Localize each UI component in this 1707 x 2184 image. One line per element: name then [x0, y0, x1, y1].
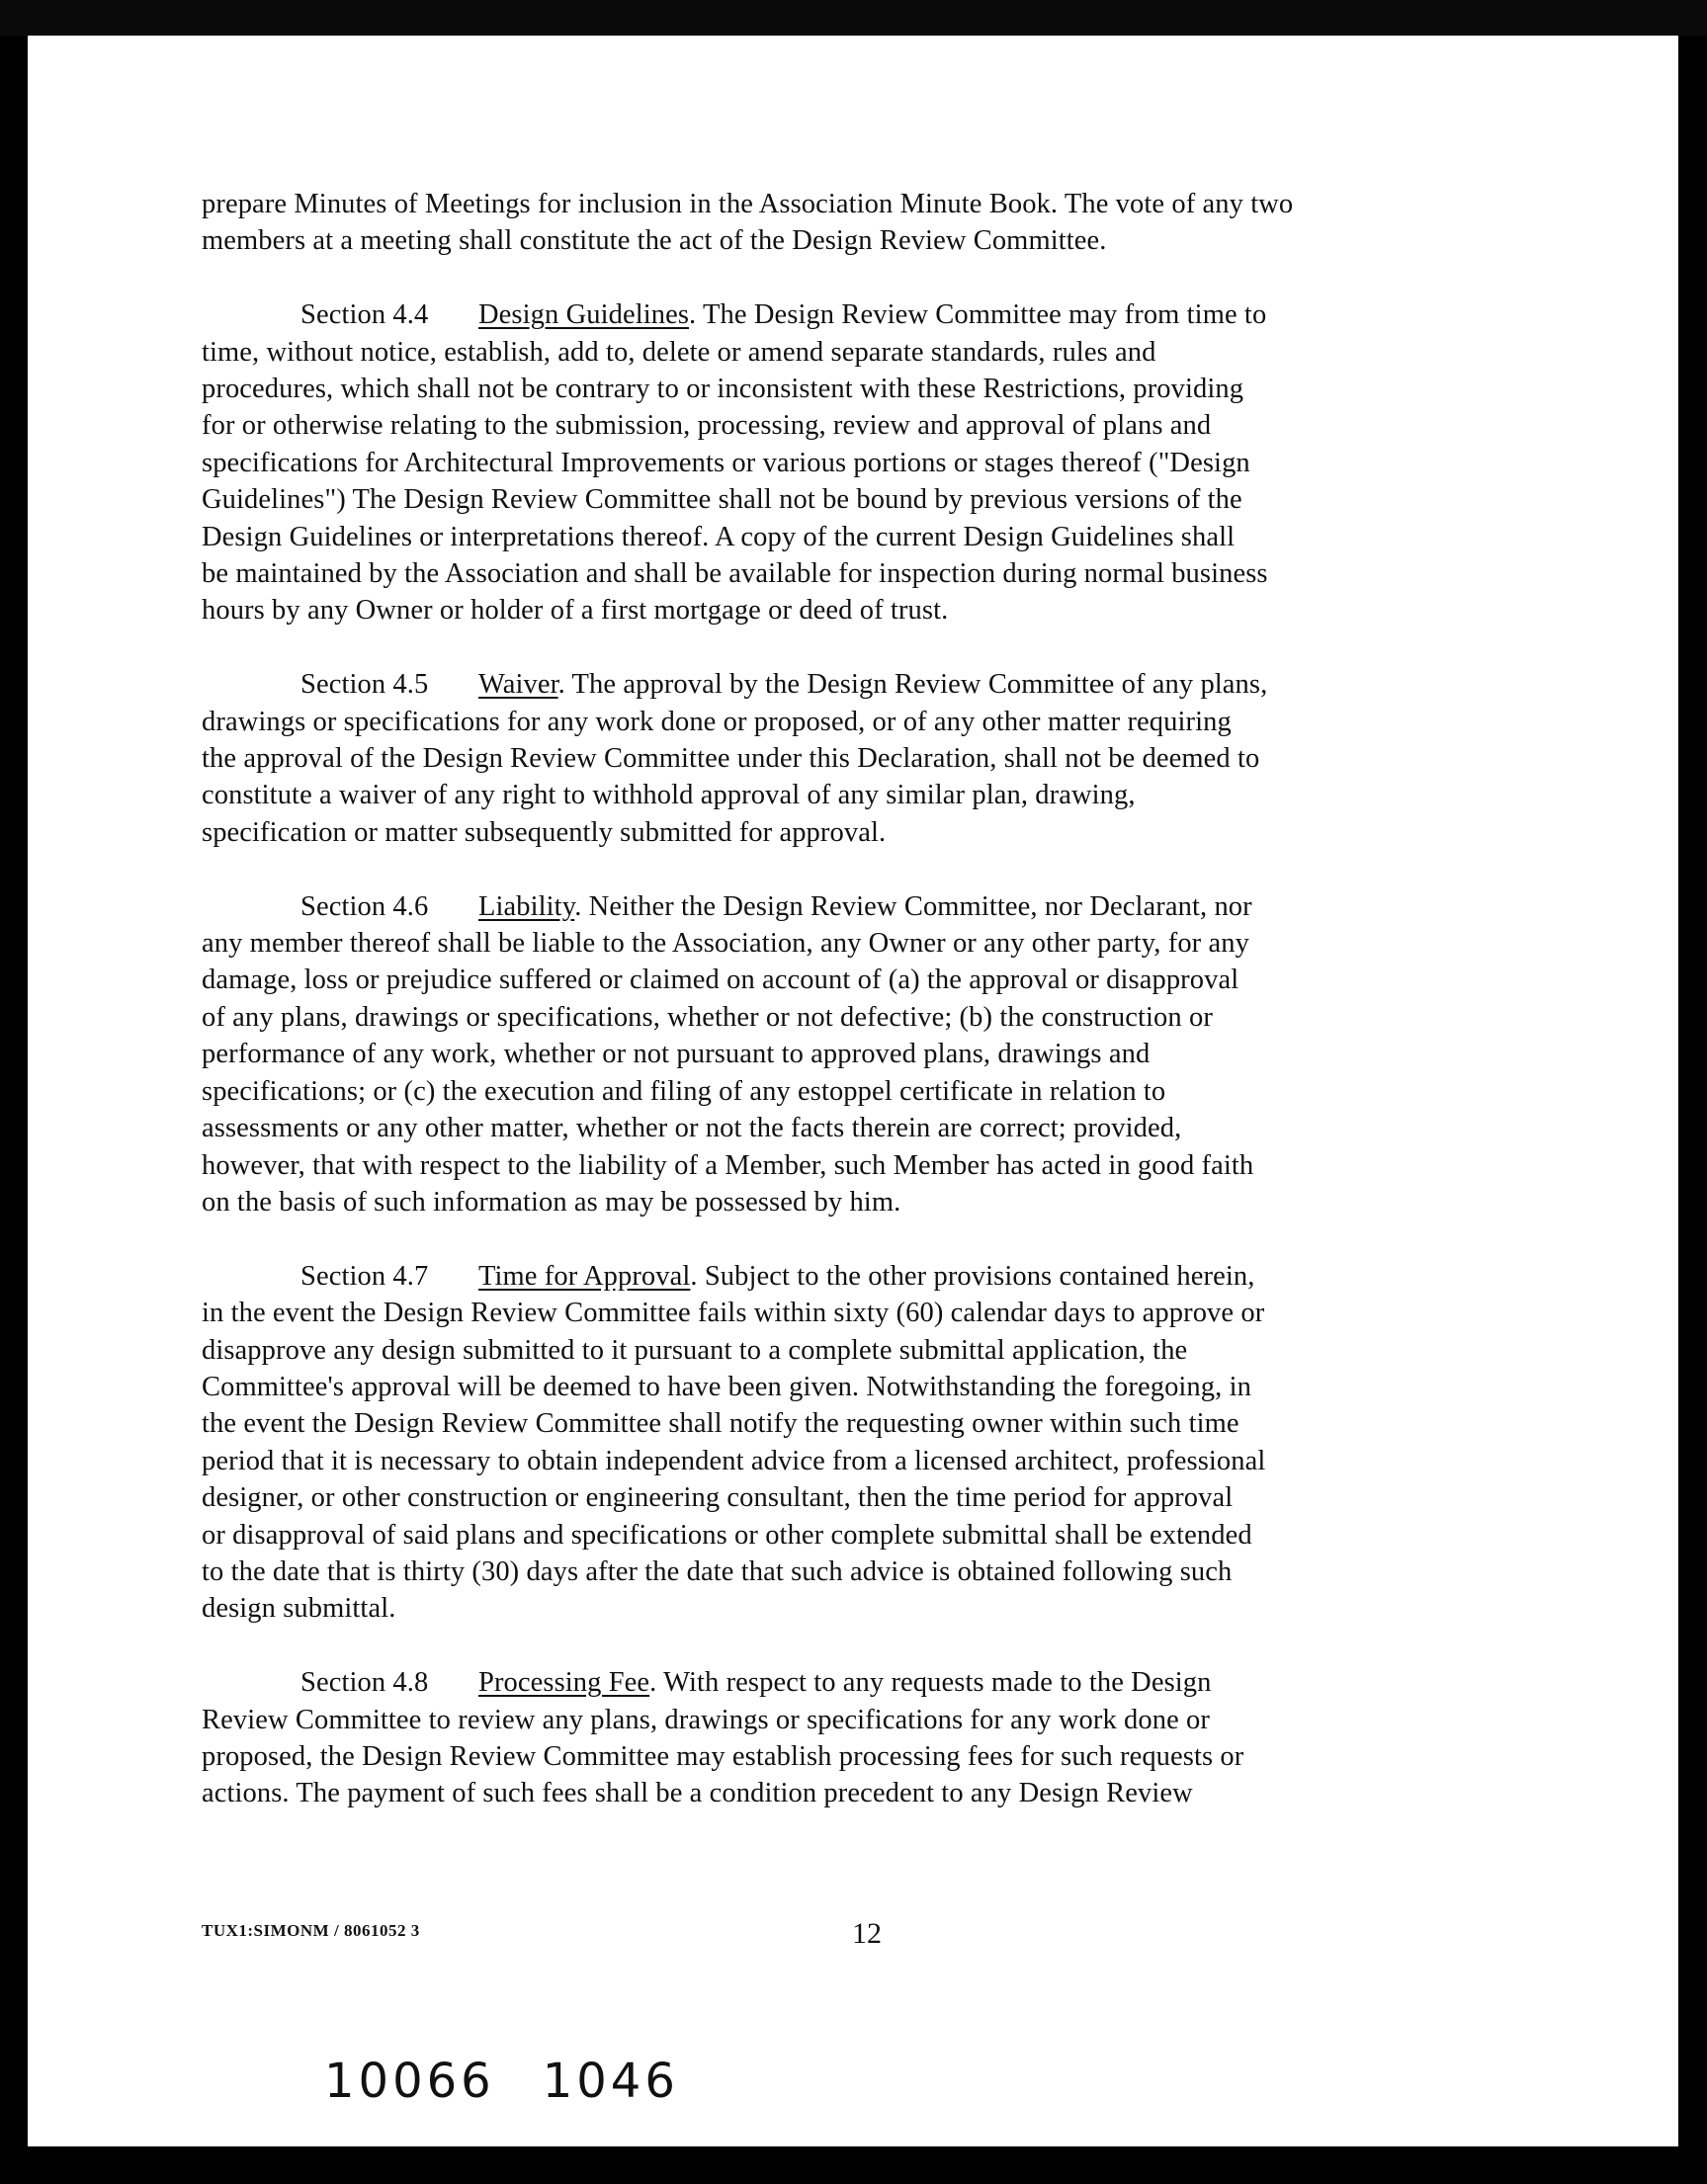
section-number: Section 4.6: [300, 890, 429, 922]
section-heading: Liability: [478, 890, 575, 922]
section-heading: Time for Approval: [478, 1260, 691, 1292]
section-first-line: [202, 666, 1506, 703]
text-line: however, that with respect to the liability of a Member, such Member has acted in good faith: [202, 1149, 1254, 1181]
text-line: period that it is necessary to obtain independent advice from a licensed architect, professional: [202, 1445, 1266, 1476]
document-code: TUX1:SIMONM / 8061052 3: [202, 1921, 420, 1940]
section-heading: Waiver: [478, 669, 558, 701]
text-line: of any plans, drawings or specifications, whether or not defective; (b) the construction or: [202, 1001, 1213, 1033]
text-line: damage, loss or prejudice suffered or claimed on account of (a) the approval or disapproval: [202, 965, 1239, 996]
text-line: in the event the Design Review Committee fails within sixty (60) calendar days to approve or: [202, 1298, 1265, 1329]
text-line: specifications for Architectural Improvements or various portions or stages thereof ("Design: [202, 447, 1250, 478]
section-first-line: [202, 1258, 1506, 1295]
text-line: or disapproval of said plans and specifications or other complete submittal shall be extended: [202, 1519, 1252, 1551]
section-first-line: [202, 888, 1506, 925]
text-line: Review Committee to review any plans, drawings or specifications for any work done or: [202, 1704, 1210, 1735]
section-number: Section 4.7: [300, 1260, 429, 1292]
text-line: design submittal.: [202, 1593, 396, 1625]
text-line: Guidelines") The Design Review Committee shall not be bound by previous versions of the: [202, 484, 1242, 516]
text-line: Design Guidelines or interpretations thereof. A copy of the current Design Guidelines shall: [202, 521, 1236, 552]
section-paragraph: [202, 888, 1506, 1221]
text-line: proposed, the Design Review Committee may establish processing fees for such requests or: [202, 1740, 1244, 1772]
section-number: Section 4.5: [300, 669, 429, 701]
section-number: Section 4.4: [300, 299, 429, 331]
section-first-line: [202, 296, 1506, 333]
text-line: the approval of the Design Review Committee under this Declaration, shall not be deemed to: [202, 743, 1260, 775]
section-lead-text: . Neither the Design Review Committee, nor Declarant, nor: [574, 890, 1252, 922]
section-paragraph: [202, 666, 1506, 851]
stamp-page-number: 1046: [542, 2054, 679, 2109]
text-line: assessments or any other matter, whether or not the facts therein are correct; provided,: [202, 1113, 1182, 1144]
section-paragraph: [202, 296, 1506, 630]
text-line: performance of any work, whether or not pursuant to approved plans, drawings and: [202, 1039, 1151, 1070]
document-body: [202, 186, 1506, 1849]
text-line: prepare Minutes of Meetings for inclusion in the Association Minute Book. The vote of any two: [202, 189, 1294, 219]
section-lead-text: . The Design Review Committee may from time to: [689, 299, 1267, 331]
section-first-line: [202, 1664, 1506, 1701]
text-line: specifications; or (c) the execution and filing of any estoppel certificate in relation to: [202, 1075, 1166, 1107]
text-line: procedures, which shall not be contrary to or inconsistent with these Restrictions, providing: [202, 374, 1244, 405]
text-line: drawings or specifications for any work done or proposed, or of any other matter requiring: [202, 706, 1232, 737]
text-line: hours by any Owner or holder of a first mortgage or deed of trust.: [202, 595, 949, 627]
text-line: any member thereof shall be liable to the Association, any Owner or any other party, for any: [202, 928, 1249, 960]
section-paragraph: [202, 1664, 1506, 1812]
text-line: time, without notice, establish, add to, delete or amend separate standards, rules and: [202, 336, 1156, 368]
text-line: members at a meeting shall constitute the act of the Design Review Committee.: [202, 225, 1107, 257]
text-line: to the date that is thirty (30) days after the date that such advice is obtained following such: [202, 1555, 1233, 1587]
section-lead-text: . Subject to the other provisions contained herein,: [690, 1260, 1255, 1292]
text-line: constitute a waiver of any right to withhold approval of any similar plan, drawing,: [202, 780, 1136, 811]
text-line: be maintained by the Association and shall be available for inspection during normal business: [202, 558, 1268, 590]
section-number: Section 4.8: [300, 1667, 429, 1699]
text-line: actions. The payment of such fees shall be a condition precedent to any Design Review: [202, 1778, 1193, 1809]
section-heading: Processing Fee: [478, 1667, 650, 1699]
text-line: disapprove any design submitted to it pursuant to a complete submittal application, the: [202, 1334, 1188, 1366]
scan-border-top: [0, 0, 1707, 36]
text-line: on the basis of such information as may be possessed by him.: [202, 1186, 901, 1218]
text-line: designer, or other construction or engineering consultant, then the time period for approval: [202, 1482, 1234, 1514]
text-line: for or otherwise relating to the submission, processing, review and approval of plans and: [202, 410, 1212, 442]
section-lead-text: . With respect to any requests made to the Design: [649, 1667, 1212, 1699]
text-line: specification or matter subsequently submitted for approval.: [202, 816, 887, 848]
section-lead-text: . The approval by the Design Review Committee of any plans,: [557, 669, 1268, 701]
text-line: Committee's approval will be deemed to have been given. Notwithstanding the foregoing, in: [202, 1371, 1251, 1402]
recording-stamp: [324, 2054, 679, 2109]
continuation-paragraph: [202, 186, 1506, 260]
text-line: the event the Design Review Committee shall notify the requesting owner within such time: [202, 1408, 1239, 1440]
section-heading: Design Guidelines: [478, 299, 690, 331]
page-number: 12: [852, 1917, 882, 1950]
section-paragraph: [202, 1258, 1506, 1628]
stamp-book-number: 10066: [324, 2054, 495, 2109]
